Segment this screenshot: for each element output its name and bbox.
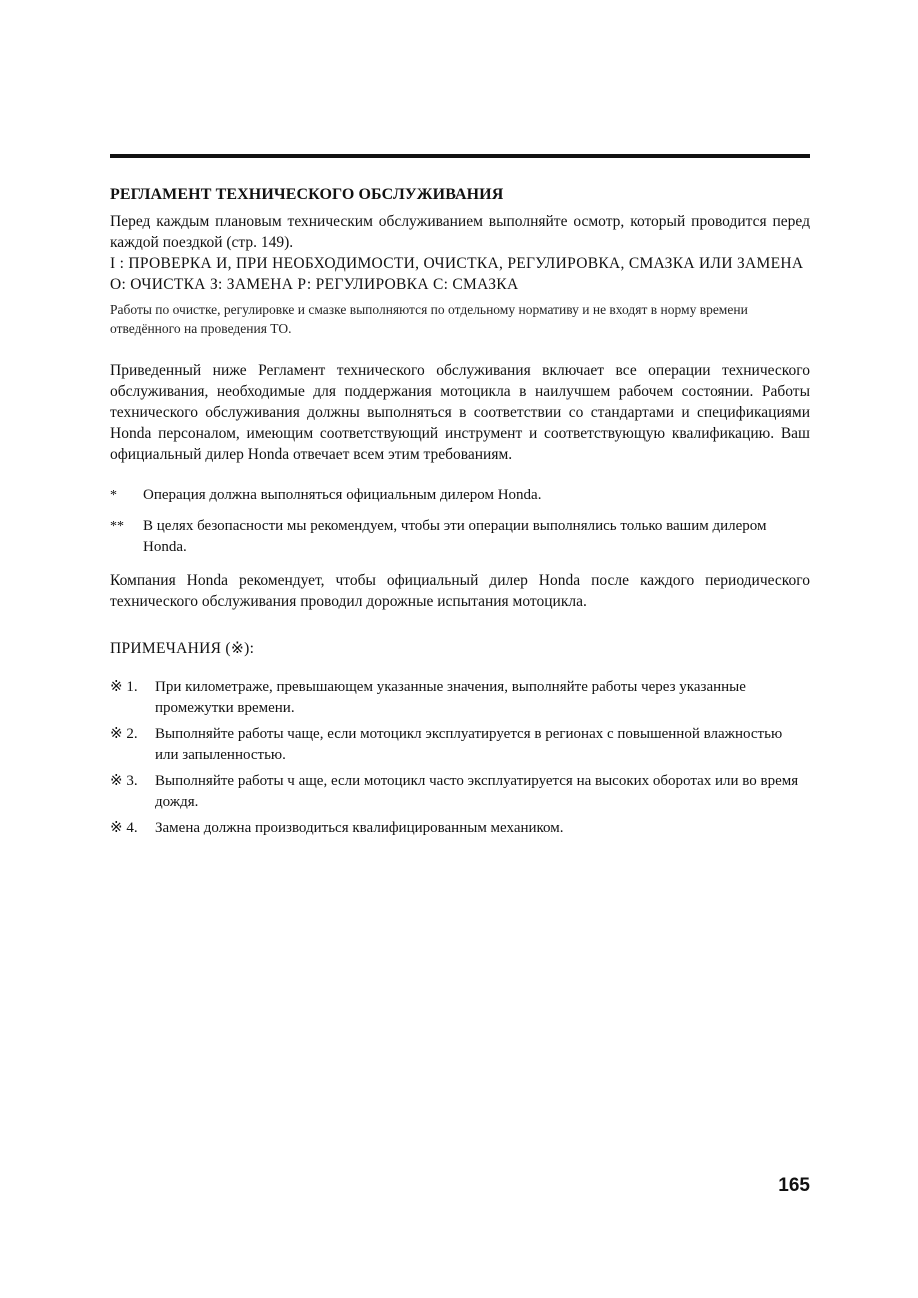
operation-mark: ** [110, 519, 124, 534]
manual-page [110, 0, 810, 1298]
page-number: 165 [778, 1175, 810, 1196]
note-mark: ※ 4. [110, 820, 138, 836]
list-item [110, 485, 810, 506]
note-text: При километраже, превышающем указанные значения, выполняйте работы через указанные промежутки времени. [155, 679, 746, 716]
operation-text: Операция должна выполняться официальным дилером Honda. [143, 487, 542, 503]
legend-line-1: I : ПРОВЕРКА И, ПРИ НЕОБХОДИМОСТИ, ОЧИСТКА, РЕГУЛИРОВКА, СМАЗКА ИЛИ ЗАМЕНА [110, 255, 804, 272]
main-paragraph: Приведенный ниже Регламент технического обслуживания включает все операции технического обслуживания, необходимые для поддержания мотоцикла в наилучшем рабочем состоянии. Работы технического обслуживания должны выполняться в соответствии со стандартами и спецификациями Honda персоналом, имеющим соответствующий инструмент и соответствующую квалификацию. Ваш официальный дилер Honda отвечает всем этим требованиям. [110, 362, 810, 463]
intro-text: Перед каждым плановым техническим обслуживанием выполняйте осмотр, который проводится перед каждой поездкой (стр. 149). [110, 213, 810, 251]
honda-paragraph: Компания Honda рекомендует, чтобы официальный дилер Honda после каждого периодического технического обслуживания проводил дорожные испытания мотоцикла. [110, 572, 810, 610]
note-mark: ※ 1. [110, 679, 138, 695]
small-note: Работы по очистке, регулировке и смазке выполняются по отдельному нормативу и не входят в норму времени отведённого на проведения ТО. [110, 302, 748, 336]
operations-list [110, 485, 810, 558]
note-text: Выполняйте работы ч аще, если мотоцикл часто эксплуатируется на высоких оборотах или во время дождя. [155, 773, 799, 810]
notes-title: ПРИМЕЧАНИЯ (※): [110, 640, 255, 657]
list-item [110, 677, 810, 719]
notes-list [110, 677, 810, 839]
note-text: Замена должна производиться квалифицированным механиком. [155, 820, 564, 836]
top-rule [110, 154, 810, 158]
section-heading: РЕГЛАМЕНТ ТЕХНИЧЕСКОГО ОБСЛУЖИВАНИЯ [110, 186, 504, 203]
list-item [110, 771, 810, 813]
list-item [110, 818, 810, 839]
note-mark: ※ 3. [110, 773, 138, 789]
page-content [110, 184, 810, 844]
list-item [110, 516, 810, 558]
note-mark: ※ 2. [110, 726, 138, 742]
operation-text: В целях безопасности мы рекомендуем, чтобы эти операции выполнялись только вашим дилером Honda. [143, 518, 767, 555]
legend-line-2: О: ОЧИСТКА З: ЗАМЕНА Р: РЕГУЛИРОВКА С: СМАЗКА [110, 276, 519, 293]
note-text: Выполняйте работы чаще, если мотоцикл эксплуатируется в регионах с повышенной влажностью или запыленностью. [155, 726, 783, 763]
operation-mark: * [110, 488, 117, 503]
list-item [110, 724, 810, 766]
